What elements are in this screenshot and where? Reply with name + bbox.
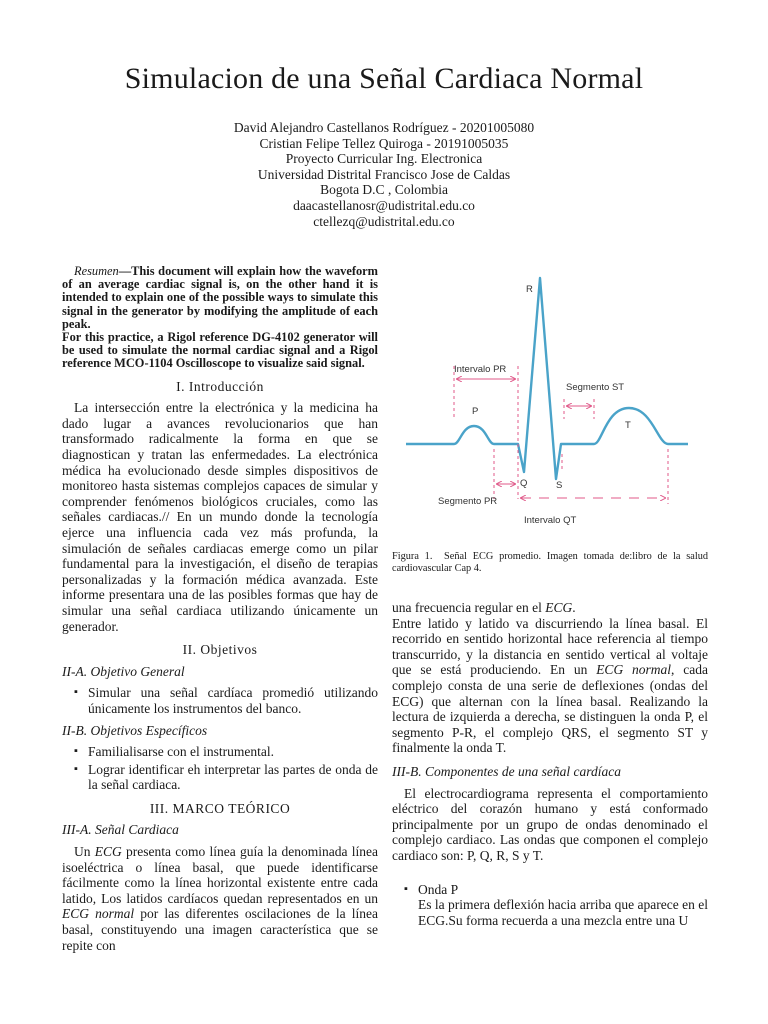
abstract-para-1 — [62, 265, 378, 331]
text-span: . — [572, 600, 576, 615]
text-span: , cada complejo consta de una serie de deflexiones (ondas del ECG) que alternan con la línea basal. Realizando la lectura de izquierda a derecha, se distinguen la onda P, el segmento P-R, el complejo QRS, el segmento ST y finalmente la onda T. — [392, 662, 708, 756]
author-line: Cristian Felipe Tellez Quiroga - 20191005035 — [259, 135, 509, 151]
affiliation-line: Bogota D.C , Colombia — [320, 182, 448, 198]
section-heading-marco-teorico: III. MARCO TEÓRICO — [149, 800, 291, 816]
subsection-senal-cardiaca: III-A. Señal Cardiaca — [62, 822, 179, 838]
abstract-text-1: —This document will explain how the waveform of an average cardiac signal is, on the other hand it is intended to explain one of the possible ways to simulate this signal in the generator by modifying the amplitude of each peak. — [62, 264, 378, 331]
text-span: una frecuencia regular en el — [392, 600, 546, 615]
list-item: ▪ Familialisarse con el instrumental. — [88, 744, 378, 760]
section-heading-introduccion: I. Introducción — [176, 378, 264, 394]
componentes-list — [392, 882, 708, 929]
list-item-onda-p — [418, 882, 708, 929]
author-block — [0, 120, 768, 229]
list-item-title: ▪ Onda P — [418, 881, 459, 897]
author-line: David Alejandro Castellanos Rodríguez - 20201005080 — [233, 120, 535, 135]
text-span: presenta como línea guía la denominada línea isoeléctrica o línea basal, que puede identificarse fácilmente como la línea horizontal existente entre cada latido, Los latidos cardíacos quedan representados en un — [62, 844, 378, 906]
caption-text: Señal ECG promedio. Imagen tomada de:libro de la salud cardiovascular Cap 4. — [392, 551, 708, 575]
continued-paragraph — [392, 600, 708, 616]
label-r: R — [526, 284, 533, 295]
affiliation-line: Universidad Distrital Francisco Jose de Caldas — [257, 166, 511, 182]
abstract — [62, 265, 378, 371]
label-intervalo-qt: Intervalo QT — [524, 515, 577, 526]
ecg-diagram — [396, 274, 708, 549]
list-item: ▪ Lograr identificar eh interpretar las partes de onda de la señal cardiaca. — [88, 762, 378, 793]
list-item: ▪ Simular una señal cardíaca promedió utilizando únicamente los instrumentos del banco. — [88, 685, 378, 716]
label-s: S — [556, 480, 563, 491]
ecg-term: ECG — [94, 844, 122, 860]
basal-line-paragraph — [392, 616, 708, 756]
ecg-term: ECG normal — [596, 662, 672, 678]
componentes-paragraph: El electrocardiograma representa el comportamiento eléctrico del corazón humano y está conformado principalmente por un grupo de ondas denominado el complejo cardiaco. Las ondas que componen el complejo cardiaco son: P, Q, R, S y T. — [392, 785, 708, 863]
text-span: Un — [74, 844, 95, 860]
text-span: Entre latido y latido va discurriendo la línea basal. El recorrido en sentido horizontal hace referencia al tiempo transcurrido, y la distancia en sentido vertical al voltaje que se está produciendo. En un — [392, 615, 708, 678]
abstract-label: Resumen — [74, 264, 119, 278]
objetivos-especificos-list — [62, 744, 378, 793]
subsection-objetivos-especificos: II-B. Objetivos Específicos — [62, 722, 208, 738]
email-line: ctellezq@udistrital.edu.co — [313, 213, 455, 229]
right-column — [392, 600, 708, 934]
label-segmento-pr: Segmento PR — [438, 496, 498, 507]
caption-label: Figura 1. — [392, 551, 433, 562]
text-span: por las diferentes oscilaciones de la línea basal, constituyendo una imagen característica que se repite con — [62, 906, 378, 953]
subsection-objetivo-general: II-A. Objetivo General — [62, 663, 185, 679]
abstract-para-2: For this practice, a Rigol reference DG-4102 generator will be used to simulate the normal cardiac signal and a Rigol reference MCO-1104 Oscilloscope to visualize said signal. — [62, 330, 378, 371]
ecg-term: ECG normal — [62, 906, 135, 922]
ecg-term: ECG — [545, 600, 573, 615]
list-item-text: Es la primera deflexión hacia arriba que aparece en el ECG.Su forma recuerda a una mezcla entre una U — [418, 897, 708, 928]
label-q: Q — [520, 478, 528, 489]
ecg-waveform — [406, 278, 688, 479]
left-column — [62, 265, 378, 953]
paper-title: Simulacion de una Señal Cardiaca Normal — [124, 62, 644, 95]
label-p: P — [472, 406, 479, 417]
label-intervalo-pr: Intervalo PR — [454, 364, 507, 375]
email-line: daacastellanosr@udistrital.edu.co — [293, 197, 475, 213]
senal-cardiaca-paragraph — [62, 844, 378, 953]
section-heading-objetivos: II. Objetivos — [182, 642, 258, 658]
intro-paragraph: La intersección entre la electrónica y la medicina ha dado lugar a avances revolucionarios que han transformado radicalmente la forma en que se diagnostican y tratan las enfermedades. La electrónica médica ha evolucionado desde simples dispositivos de monitoreo hasta sistemas complejos capaces de simular y comprender fenómenos biológicos cruciales, como las señales cardiacas.// En un mundo donde la tecnología ejerce una influencia cada vez más profunda, la simulación de señales cardiacas emerge como un pilar fundamental para la investigación, el diseño de terapias personalizadas y la formación médica avanzada. Este informe presentara una de las posibles formas que hay de simular una señal cardiaca utilizando únicamente un generador. — [62, 400, 378, 634]
objetivo-general-list — [62, 685, 378, 716]
subsection-componentes: III-B. Componentes de una señal cardíaca — [392, 763, 621, 779]
figure-caption — [392, 551, 708, 576]
affiliation-line: Proyecto Curricular Ing. Electronica — [285, 151, 483, 167]
label-segmento-st: Segmento ST — [566, 382, 625, 393]
label-t: T — [625, 420, 631, 431]
